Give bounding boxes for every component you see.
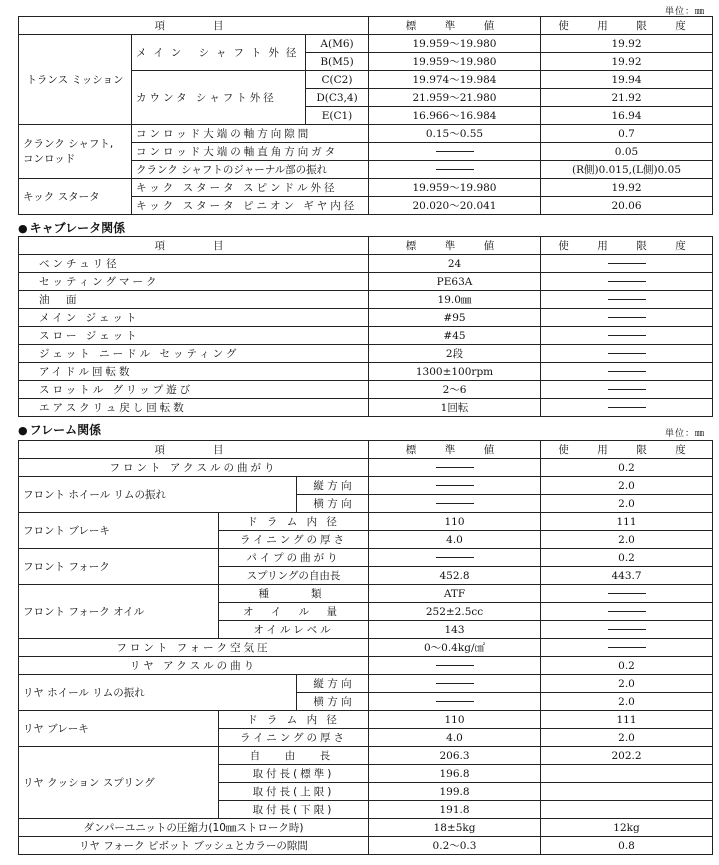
sub-label: E(C1)	[306, 107, 369, 125]
header-limit: 使 用 限 度	[541, 441, 713, 459]
std-value: #45	[369, 327, 541, 345]
std-value: 452.8	[369, 567, 541, 585]
header-limit: 使 用 限 度	[541, 237, 713, 255]
dash-mark	[608, 317, 646, 318]
item-label: 油 面	[19, 291, 369, 309]
dash-mark	[608, 335, 646, 336]
limit-value: 2.0	[541, 495, 713, 513]
std-value: 143	[369, 621, 541, 639]
item-label: ジェット ニードル セッティング	[19, 345, 369, 363]
header-standard: 標 準 値	[369, 237, 541, 255]
dash-mark	[436, 665, 474, 666]
sub-label: スプリングの自由長	[219, 567, 369, 585]
item-label: エアスクリュ戻し回転数	[19, 399, 369, 417]
sub-label: オ イ ル 量	[219, 603, 369, 621]
std-value: 252±2.5cc	[369, 603, 541, 621]
dash-mark	[436, 151, 474, 152]
std-value: 1回転	[369, 399, 541, 417]
std-value: 18±5kg	[369, 819, 541, 837]
limit-value-empty	[541, 255, 713, 273]
dash-mark	[608, 629, 646, 630]
rear-spring-label: リヤ クッション スプリング	[19, 747, 219, 819]
sub-label: D(C3,4)	[306, 89, 369, 107]
carb-row	[19, 291, 713, 309]
sub-label: 縦 方 向	[297, 675, 369, 693]
limit-value: 2.0	[541, 675, 713, 693]
header-item: 項 目	[19, 441, 369, 459]
section-title-carburetor	[18, 219, 125, 236]
limit-value-empty	[541, 621, 713, 639]
limit-value: 111	[541, 513, 713, 531]
header-limit: 使 用 限 度	[541, 17, 713, 35]
std-value: 2～6	[369, 381, 541, 399]
dash-mark	[436, 503, 474, 504]
std-value-empty	[369, 477, 541, 495]
rear-axle-label: リヤ アクスルの曲り	[19, 657, 369, 675]
std-value: 206.3	[369, 747, 541, 765]
unit-label-top: 単位：㎜	[664, 7, 705, 17]
carb-row	[19, 345, 713, 363]
item-label: アイドル回転数	[19, 363, 369, 381]
header-standard: 標 準 値	[369, 17, 541, 35]
std-value: 24	[369, 255, 541, 273]
std-value: 20.020～20.041	[369, 197, 541, 215]
sub-label: ライニングの厚さ	[219, 531, 369, 549]
limit-value-empty	[541, 603, 713, 621]
dash-mark	[436, 169, 474, 170]
item-label: スロー ジェット	[19, 327, 369, 345]
carb-row	[19, 327, 713, 345]
limit-value: 20.06	[541, 197, 713, 215]
carburetor-table	[18, 236, 713, 417]
group-crank: クランク シャフト, コンロッド	[19, 125, 132, 179]
transmission-table	[18, 16, 713, 215]
limit-value-empty	[541, 399, 713, 417]
sub-label: B(M5)	[306, 53, 369, 71]
limit-value: 0.2	[541, 459, 713, 477]
sub-label: 横 方 向	[297, 495, 369, 513]
sub-label: 自 由 長	[219, 747, 369, 765]
limit-value: 0.7	[541, 125, 713, 143]
dash-mark	[608, 647, 646, 648]
fork-oil-label: フロント フォーク オイル	[19, 585, 219, 639]
counter-shaft-label: カウンタ シャフト外径	[132, 71, 306, 125]
limit-value: (R側)0.015,(L側)0.05	[541, 161, 713, 179]
item-label: キック スタータ ピニオン ギヤ内径	[132, 197, 369, 215]
limit-value: 16.94	[541, 107, 713, 125]
rear-brake-label: リヤ ブレーキ	[19, 711, 219, 747]
limit-value: 19.92	[541, 179, 713, 197]
sub-label: オイルレベル	[219, 621, 369, 639]
std-value: 4.0	[369, 531, 541, 549]
std-value: 1300±100rpm	[369, 363, 541, 381]
dash-mark	[436, 467, 474, 468]
limit-value: 0.2	[541, 657, 713, 675]
limit-value-empty	[541, 291, 713, 309]
limit-value-empty	[541, 801, 713, 819]
std-value: 19.0㎜	[369, 291, 541, 309]
group-transmission: トランス ミッション	[19, 35, 132, 125]
limit-value: 21.92	[541, 89, 713, 107]
std-value: 196.8	[369, 765, 541, 783]
limit-value: 0.2	[541, 549, 713, 567]
item-label: キック スタータ スピンドル外径	[132, 179, 369, 197]
frame-table	[18, 440, 713, 855]
limit-value-empty	[541, 327, 713, 345]
sub-label: 縦 方 向	[297, 477, 369, 495]
carb-row	[19, 255, 713, 273]
dash-mark	[608, 371, 646, 372]
std-value: 199.8	[369, 783, 541, 801]
std-value: 4.0	[369, 729, 541, 747]
std-value-empty	[369, 675, 541, 693]
std-value: 0.2～0.3	[369, 837, 541, 855]
limit-value: 2.0	[541, 477, 713, 495]
carb-row	[19, 381, 713, 399]
std-value: PE63A	[369, 273, 541, 291]
sub-label: パイプの曲がり	[219, 549, 369, 567]
section-title-frame	[18, 421, 101, 438]
item-label: メイン ジェット	[19, 309, 369, 327]
item-label: ベンチュリ径	[19, 255, 369, 273]
limit-value-empty	[541, 585, 713, 603]
std-value: 19.959～19.980	[369, 35, 541, 53]
std-value-empty	[369, 161, 541, 179]
limit-value: 0.8	[541, 837, 713, 855]
std-value-empty	[369, 693, 541, 711]
limit-value: 2.0	[541, 693, 713, 711]
limit-value: 2.0	[541, 729, 713, 747]
std-value: 19.959～19.980	[369, 179, 541, 197]
std-value-empty	[369, 143, 541, 161]
dash-mark	[608, 299, 646, 300]
limit-value: 443.7	[541, 567, 713, 585]
carb-row	[19, 309, 713, 327]
limit-value: 19.94	[541, 71, 713, 89]
group-kick: キック スタータ	[19, 179, 132, 215]
limit-value: 12kg	[541, 819, 713, 837]
std-value: ATF	[369, 585, 541, 603]
header-item: 項 目	[19, 17, 369, 35]
std-value-empty	[369, 657, 541, 675]
main-shaft-label: メイン シャフト外径	[132, 35, 306, 71]
std-value: 110	[369, 711, 541, 729]
dash-mark	[436, 485, 474, 486]
carb-row	[19, 399, 713, 417]
std-value: 19.959～19.980	[369, 53, 541, 71]
limit-value-empty	[541, 765, 713, 783]
std-value-empty	[369, 459, 541, 477]
dash-mark	[608, 611, 646, 612]
dash-mark	[608, 593, 646, 594]
frame-title-text: フレーム関係	[29, 423, 102, 437]
dash-mark	[608, 353, 646, 354]
limit-value-empty	[541, 639, 713, 657]
dash-mark	[608, 407, 646, 408]
sub-label: ライニングの厚さ	[219, 729, 369, 747]
sub-label: C(C2)	[306, 71, 369, 89]
limit-value-empty	[541, 381, 713, 399]
header-standard: 標 準 値	[369, 441, 541, 459]
sub-label: ド ラ ム 内 径	[219, 711, 369, 729]
carb-row	[19, 273, 713, 291]
pivot-label: リヤ フォーク ピボット ブッシュとカラーの隙間	[19, 837, 369, 855]
sub-label: 取付長(上限)	[219, 783, 369, 801]
item-label: コンロッド大端の軸直角方向ガタ	[132, 143, 369, 161]
std-value: #95	[369, 309, 541, 327]
carb-row	[19, 363, 713, 381]
std-value-empty	[369, 495, 541, 513]
front-wheel-label: フロント ホイール リムの振れ	[19, 477, 297, 513]
item-label: スロットル グリップ遊び	[19, 381, 369, 399]
std-value: 110	[369, 513, 541, 531]
dash-mark	[608, 263, 646, 264]
item-label: クランク シャフトのジャーナル部の振れ	[132, 161, 369, 179]
rear-wheel-label: リヤ ホイール リムの振れ	[19, 675, 297, 711]
sub-label: ド ラ ム 内 径	[219, 513, 369, 531]
limit-value-empty	[541, 309, 713, 327]
item-label: セッティングマーク	[19, 273, 369, 291]
unit-label-frame: 単位：㎜	[664, 429, 705, 439]
std-value: 19.974～19.984	[369, 71, 541, 89]
std-value: 0.15～0.55	[369, 125, 541, 143]
std-value-empty	[369, 549, 541, 567]
sub-label: A(M6)	[306, 35, 369, 53]
bullet-icon: ●	[18, 222, 28, 235]
dash-mark	[608, 389, 646, 390]
limit-value: 19.92	[541, 35, 713, 53]
front-fork-label: フロント フォーク	[19, 549, 219, 585]
damper-label: ダンパーユニットの圧縮力(10㎜ストローク時)	[19, 819, 369, 837]
header-item: 項 目	[19, 237, 369, 255]
limit-value: 2.0	[541, 531, 713, 549]
sub-label: 種 類	[219, 585, 369, 603]
carb-title-text: キャブレータ関係	[29, 221, 126, 235]
limit-value-empty	[541, 363, 713, 381]
limit-value: 0.05	[541, 143, 713, 161]
limit-value-empty	[541, 345, 713, 363]
limit-value: 111	[541, 711, 713, 729]
sub-label: 取付長(標準)	[219, 765, 369, 783]
item-label: コンロッド大端の軸方向隙間	[132, 125, 369, 143]
dash-mark	[608, 281, 646, 282]
dash-mark	[436, 701, 474, 702]
limit-value-empty	[541, 783, 713, 801]
bullet-icon: ●	[18, 424, 28, 437]
dash-mark	[436, 557, 474, 558]
std-value: 16.966～16.984	[369, 107, 541, 125]
front-axle-label: フロント アクスルの曲がり	[19, 459, 369, 477]
std-value: 21.959～21.980	[369, 89, 541, 107]
limit-value: 202.2	[541, 747, 713, 765]
front-brake-label: フロント ブレーキ	[19, 513, 219, 549]
dash-mark	[436, 683, 474, 684]
fork-air-label: フロント フォーク空気圧	[19, 639, 369, 657]
std-value: 2段	[369, 345, 541, 363]
std-value: 191.8	[369, 801, 541, 819]
sub-label: 横 方 向	[297, 693, 369, 711]
std-value: 0～0.4kg/㎠	[369, 639, 541, 657]
limit-value: 19.92	[541, 53, 713, 71]
limit-value-empty	[541, 273, 713, 291]
sub-label: 取付長(下限)	[219, 801, 369, 819]
